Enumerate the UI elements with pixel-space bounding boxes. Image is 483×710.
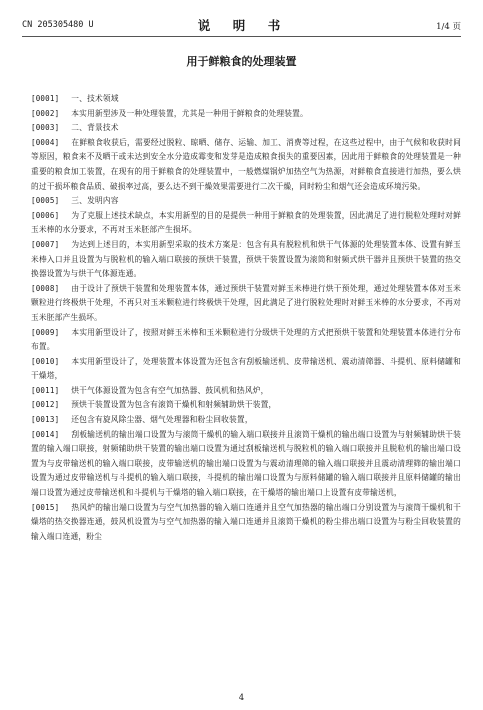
paragraph-number: [0001] [31,94,60,103]
paragraph-text: 本实用新型设计了，按照对鲜玉米棒和玉米颗粒进行分级烘干处理的方式把预烘干装置和处理装置本体进行分布布置。 [31,327,461,352]
paragraph [31,194,461,209]
paragraph-number: [0004] [31,137,60,147]
paragraph-number: [0009] [31,327,60,337]
paragraph [31,326,461,355]
paragraph-number: [0013] [31,415,60,425]
paragraph-number: [0003] [31,123,60,133]
paragraph-text: 二、背景技术 [71,123,119,133]
paragraph-number: [0005] [31,196,60,206]
page-header [22,14,461,37]
paragraph [31,209,461,238]
paragraph [31,501,461,545]
paragraph-number: [0010] [31,356,60,366]
paragraph-number: [0015] [31,502,60,512]
paragraph-text: 为了克服上述技术缺点，本实用新型的目的是提供一种用于鲜粮食的处理装置，因此满足了进行脱粒处理时对鲜玉米棒的水分要求，不再对玉米胚部产生损坏。 [31,210,461,235]
paragraph-number: [0011] [31,385,60,395]
paragraph-text: 三、发明内容 [71,196,119,206]
paragraph [31,121,461,136]
paragraph [31,107,461,122]
paragraph [31,428,461,501]
document-body [31,92,461,544]
paragraph-number: [0002] [31,108,60,118]
paragraph-number: [0007] [31,239,60,249]
document-title: 用于鲜粮食的处理装置 [186,55,297,68]
doc-number: CN 205305480 U [22,20,94,30]
page-of: 1/4 页 [436,22,461,32]
paragraph [31,238,461,282]
paragraph [31,92,461,107]
paragraph [31,413,461,428]
paragraph-text: 为达到上述目的，本实用新型采取的技术方案是：包含有具有脱粒机和烘干气体源的处理装置本体、设置有鲜玉米棒入口并且设置为与脱粒机的输入端口联接的预烘干装置，预烘干装置设置为滚筒和射频式烘干器并且预烘干装置的热交换器设置为与烘干气体源连通。 [31,239,461,279]
page-number: 4 [238,693,245,703]
paragraph-text: 一、技术领域 [71,94,119,103]
paragraph-number: [0006] [31,210,60,220]
paragraph [31,384,461,399]
paragraph-number: [0012] [31,400,60,410]
paragraph-text: 本实用新型涉及一种处理装置，尤其是一种用于鲜粮食的处理装置。 [71,108,308,118]
paragraph-text: 烘干气体源设置为包含有空气加热器、鼓风机和热风炉， [71,385,269,395]
paragraph-text: 本实用新型设计了，处理装置本体设置为还包含有刮板输送机、皮带输送机、震动清筛器、斗提机、原料储罐和干燥塔， [31,356,461,381]
paragraph-text: 由于设计了预烘干装置和处理装置本体，通过预烘干装置对鲜玉米棒进行烘干预处理，通过处理装置本体对玉米颗粒进行终极烘干处理，不再只对玉米颗粒进行终极烘干处理，因此满足了进行脱粒处理时对鲜玉米棒的水分要求，不再对玉米胚部产生损坏。 [31,283,461,322]
paragraph-text: 热风炉的输出端口设置为与空气加热器的输入端口连通并且空气加热器的输出端口分别设置为与滚筒干燥机和干燥塔的热交换器连通，鼓风机设置为与空气加热器的输入端口连通并且滚筒干燥机的粉尘排出端口设置为与粉尘回收装置的输入端口连通，粉尘 [31,502,461,541]
paragraph-text: 还包含有旋风除尘器、烟气处理器和粉尘回收装置， [71,415,253,425]
paragraph-number: [0008] [31,283,60,293]
paragraph-text: 预烘干装置设置为包含有滚筒干燥机和射频辅助烘干装置， [71,400,277,410]
paragraph-text: 在鲜粮食收获后，需要经过脱粒、晾晒、储存、运输、加工、消费等过程，在这些过程中，由于气候和收获时间等原因，粮食来不及晒干或未达到安全水分造成霉变和发芽是造成粮食损失的重要因素，因此用于鲜粮食的处理装置是一种重要的粮食加工装置，在现有的用于鲜粮食的处理装置中，一般燃煤锅炉加热空气为热源，对鲜粮食直接进行加热，要么烘的过干损坏粮食品质、破损率过高，要么达不到干燥效果需要进行二次干燥，同时粉尘和烟气还会造成环境污染。 [31,137,461,191]
paragraph [31,355,461,384]
section-title: 说 明 书 [197,18,286,33]
paragraph [31,398,461,413]
paragraph-text: 刮板输送机的输出端口设置为与滚筒干燥机的输入端口联接并且滚筒干燥机的输出端口设置为与射频辅助烘干装置的输入端口联接，射频辅助烘干装置的输出端口设置为通过刮板输送机与脱粒机的输入端口联接并且脱粒机的输出端口设置为与皮带输送机的输入端口联接，皮带输送机的输出端口设置为与震动清理筛的输入端口联接并且震动清理筛的输出端口设置为通过皮带输送机与斗提机的输入端口联接，斗提机的输出端口设置为与原料储罐的输入端口联接并且原料储罐的输出端口设置为通过皮带输送机和斗提机与干燥塔的输入端口联接，在干燥塔的输出端口上设置有皮带输送机， [31,429,461,498]
paragraph [31,282,461,326]
paragraph-number: [0014] [31,429,60,439]
paragraph [31,136,461,194]
